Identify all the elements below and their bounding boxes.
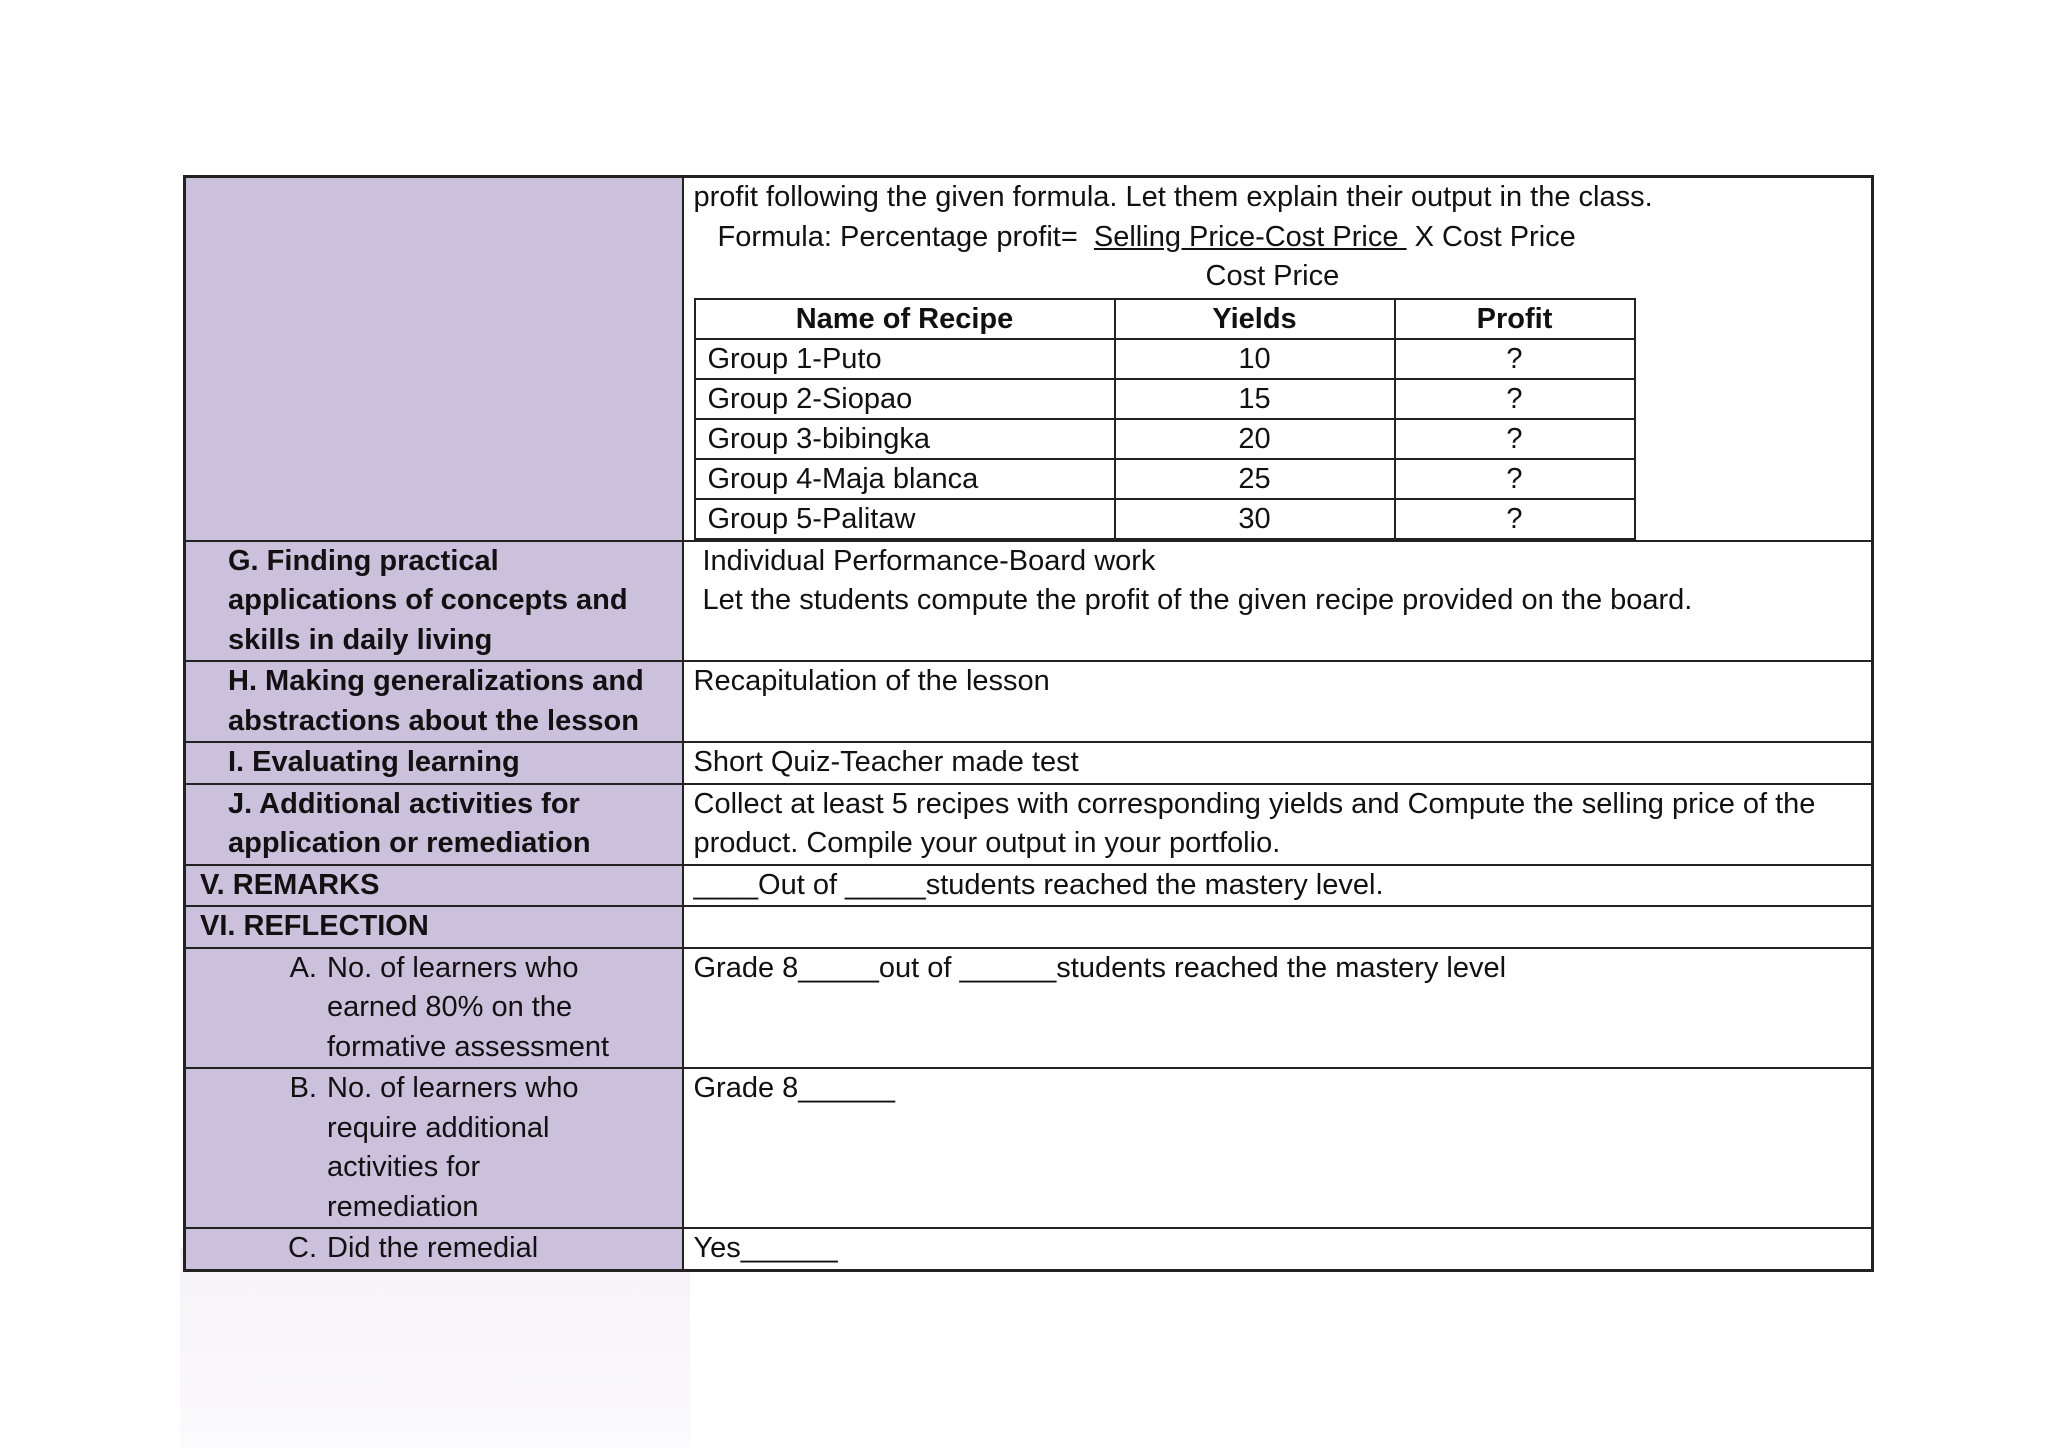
label-line: skills in daily living [228, 623, 493, 656]
formula-numerator: Selling Price-Cost Price [1093, 220, 1399, 253]
label-a [185, 948, 683, 1069]
label-reflection [185, 906, 683, 948]
recipe-profit: ? [1395, 499, 1635, 539]
label-line: J. Additional activities for [228, 787, 580, 820]
content-remarks [683, 865, 1873, 907]
content-line: Grade 8______ [693, 1072, 896, 1104]
recipe-name: Group 3-bibingka [695, 419, 1115, 459]
recipe-profit: ? [1395, 339, 1635, 379]
row-g [185, 541, 1873, 662]
recipe-header-row [695, 299, 1635, 339]
recipe-profit: ? [1395, 379, 1635, 419]
table-row [695, 339, 1635, 379]
list-item [186, 1069, 682, 1227]
content-a [683, 948, 1873, 1069]
content-line: Let the students compute the profit of the given recipe provided on the board. [702, 584, 1693, 616]
table-row [695, 379, 1635, 419]
content-h [683, 661, 1873, 742]
recipe-name: Group 2-Siopao [695, 379, 1115, 419]
continuation-label-cell [185, 177, 683, 541]
label-line: No. of learners who [327, 951, 579, 984]
recipe-profit: ? [1395, 419, 1635, 459]
label-line: H. Making generalizations and [228, 665, 644, 697]
formula-line [694, 218, 1872, 258]
label-line: formative assessment [327, 1030, 610, 1063]
label-line: remediation [327, 1190, 479, 1223]
recipe-table [694, 298, 1636, 540]
list-item [186, 949, 682, 1068]
item-number: B. [289, 1072, 317, 1104]
label-line: applications of concepts and [228, 584, 628, 616]
item-number: C. [288, 1232, 317, 1264]
recipe-yields: 30 [1115, 499, 1395, 539]
label-h [185, 661, 683, 742]
content-reflection [683, 906, 1873, 948]
instruction-text: profit following the given formula. Let them explain their output in the class. [693, 181, 1653, 213]
row-i [185, 742, 1873, 784]
content-g [683, 541, 1873, 662]
content-line: ____Out of _____students reached the mastery level. [693, 868, 1384, 901]
label-c [185, 1228, 683, 1270]
section-heading: V. REMARKS [200, 868, 380, 901]
label-g [185, 541, 683, 662]
recipe-profit: ? [1395, 459, 1635, 499]
formula-suffix: X Cost Price [1414, 220, 1576, 253]
continuation-content-cell [683, 177, 1873, 541]
formula-prefix: Formula: Percentage profit= [717, 220, 1078, 253]
label-j [185, 784, 683, 865]
recipe-name: Group 5-Palitaw [695, 499, 1115, 539]
label-line: activities for [327, 1151, 481, 1183]
row-c [185, 1228, 1873, 1270]
section-heading: VI. REFLECTION [200, 910, 429, 942]
row-remarks [185, 865, 1873, 907]
row-j [185, 784, 1873, 865]
label-line: G. Finding practical [228, 544, 499, 577]
recipe-yields: 25 [1115, 459, 1395, 499]
recipe-yields: 15 [1115, 379, 1395, 419]
continuation-row [185, 177, 1873, 541]
content-line: Individual Performance-Board work [702, 544, 1156, 577]
content-line: Recapitulation of the lesson [693, 665, 1050, 697]
row-h [185, 661, 1873, 742]
label-line: Did the remedial [327, 1232, 539, 1264]
label-line: application or remediation [228, 827, 591, 859]
content-line: Yes______ [693, 1232, 838, 1264]
recipe-name: Group 1-Puto [695, 339, 1115, 379]
header-yields: Yields [1115, 299, 1395, 339]
label-line: abstractions about the lesson [228, 704, 639, 737]
recipe-yields: 20 [1115, 419, 1395, 459]
content-j [683, 784, 1873, 865]
label-line: require additional [327, 1111, 550, 1144]
list-item [186, 1229, 682, 1269]
header-name-of-recipe: Name of Recipe [695, 299, 1115, 339]
content-line: Collect at least 5 recipes with corresponding yields and Compute the selling price of the [693, 787, 1816, 820]
content-line: product. Compile your output in your portfolio. [693, 827, 1281, 859]
label-i [185, 742, 683, 784]
formula-denominator: Cost Price [1205, 260, 1340, 292]
page-edge-shading [180, 1248, 690, 1448]
header-profit: Profit [1395, 299, 1635, 339]
label-line: earned 80% on the [327, 991, 573, 1023]
row-a [185, 948, 1873, 1069]
label-remarks [185, 865, 683, 907]
content-i [683, 742, 1873, 784]
table-row [695, 499, 1635, 539]
table-row [695, 419, 1635, 459]
recipe-name: Group 4-Maja blanca [695, 459, 1115, 499]
item-number: A. [289, 951, 317, 984]
label-line: No. of learners who [327, 1072, 579, 1104]
content-c [683, 1228, 1873, 1270]
content-b [683, 1068, 1873, 1228]
content-line: Grade 8_____out of ______students reached the mastery level [693, 951, 1507, 984]
row-reflection [185, 906, 1873, 948]
table-row [695, 459, 1635, 499]
label-line: I. Evaluating learning [228, 746, 520, 778]
row-b [185, 1068, 1873, 1228]
content-line: Short Quiz-Teacher made test [693, 746, 1079, 778]
lesson-plan-table [183, 175, 1874, 1272]
label-b [185, 1068, 683, 1228]
recipe-yields: 10 [1115, 339, 1395, 379]
